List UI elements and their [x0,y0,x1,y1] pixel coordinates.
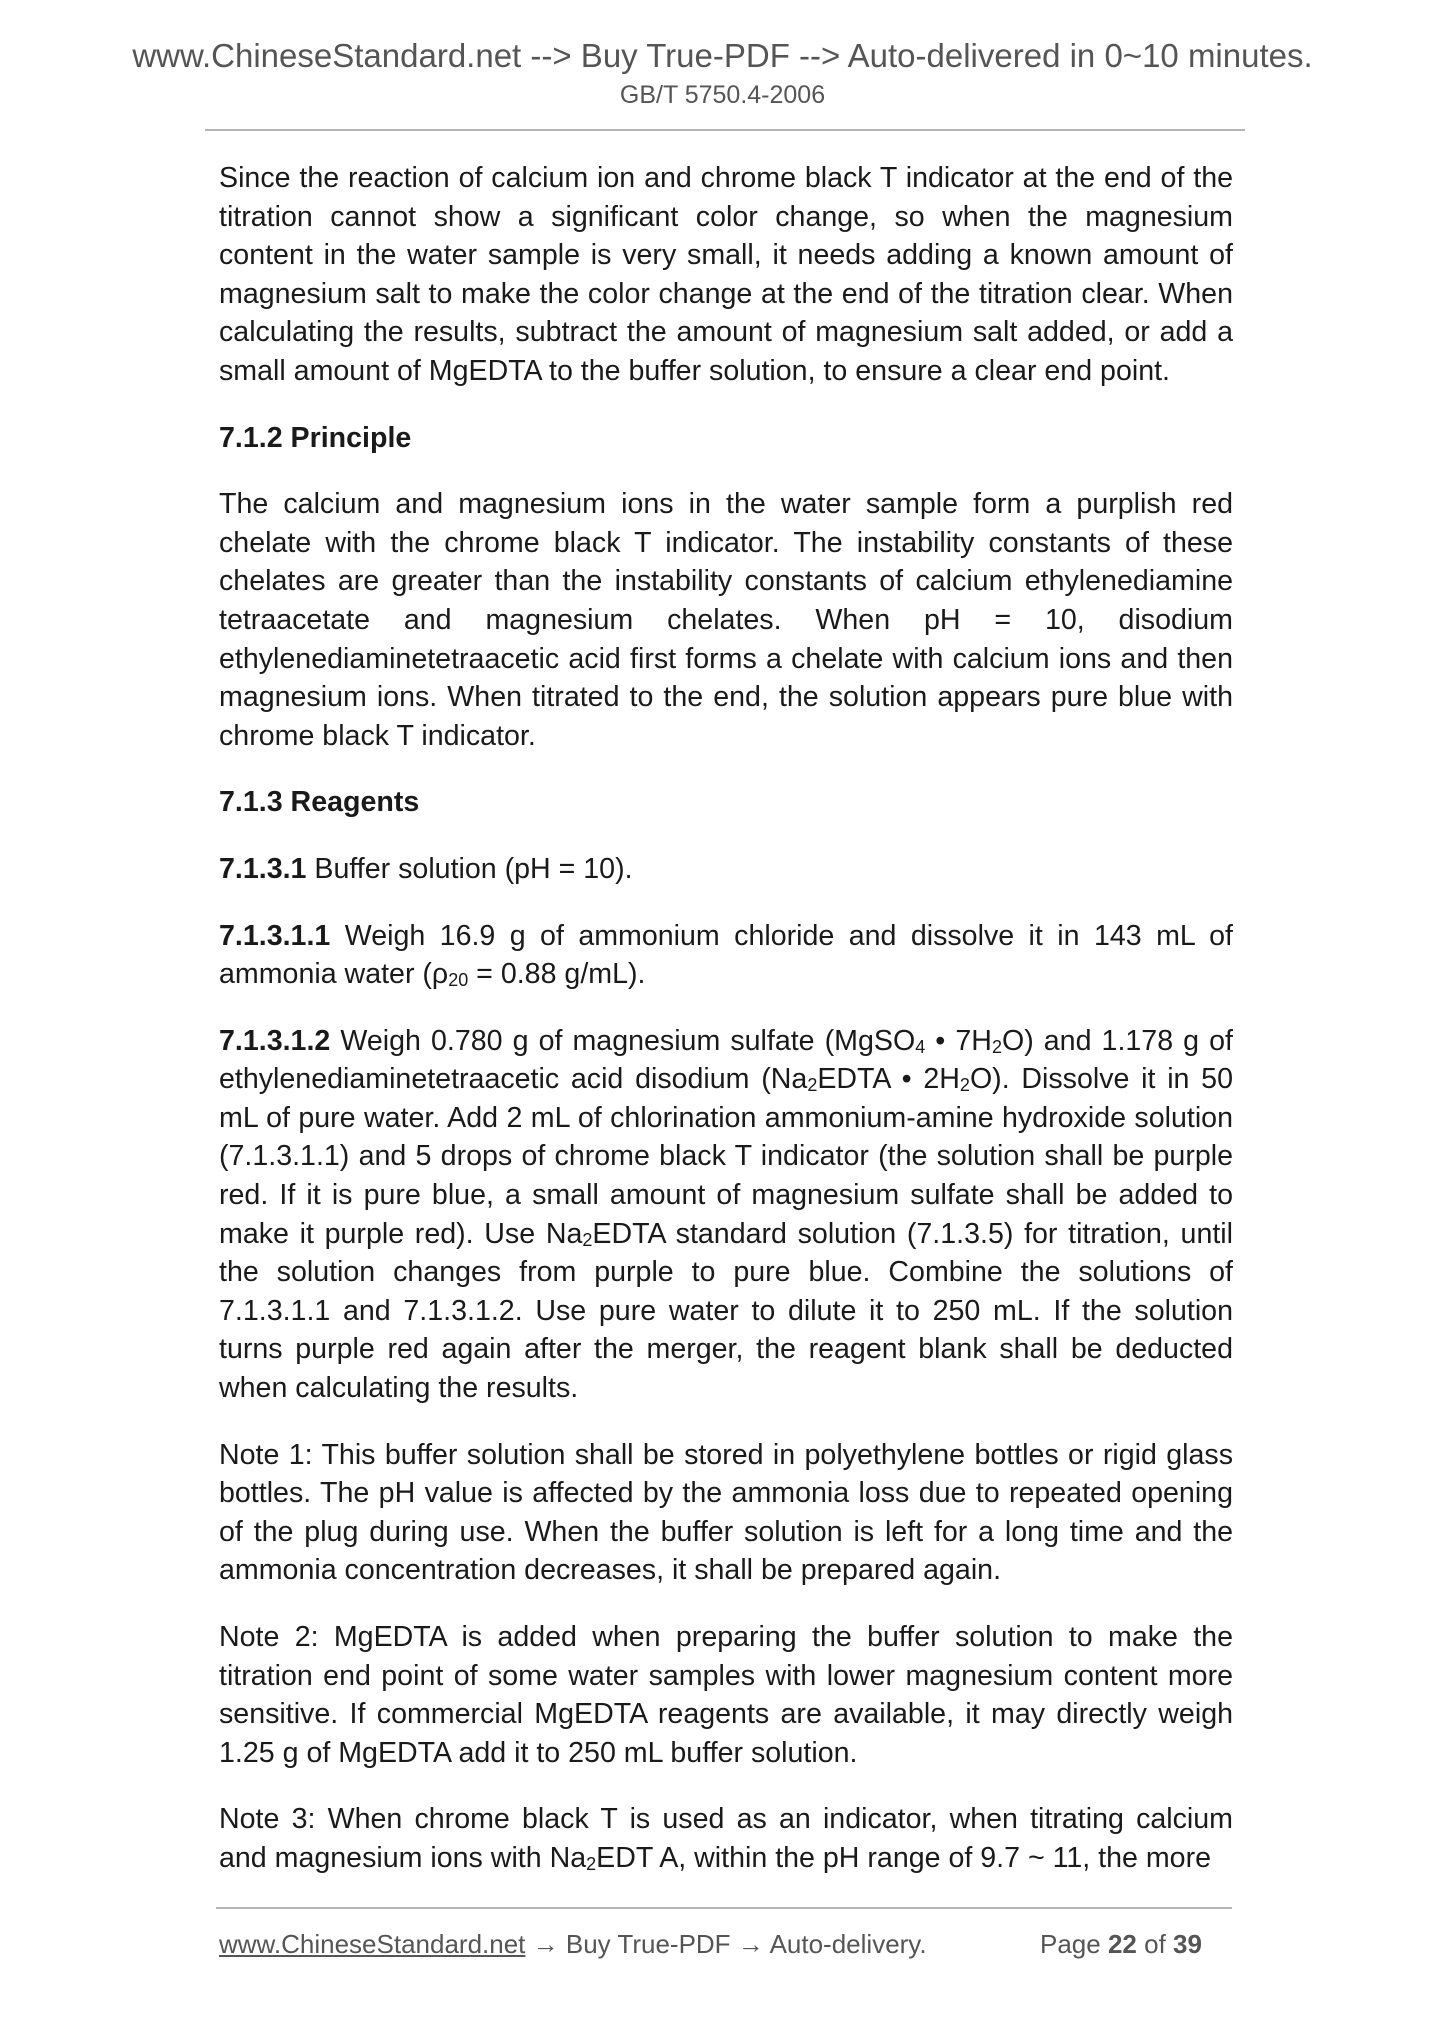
footer-tagline: → Buy True-PDF → Auto-delivery. [525,1929,927,1959]
clause-number: 7.1.3.1.1 [219,919,331,952]
of-label: of [1144,1929,1166,1959]
clause-number: 7.1.3.1.2 [219,1024,331,1057]
intro-paragraph: Since the reaction of calcium ion and chrome black T indicator at the end of the titration cannot show a significant color change, so when the magnesium content in the water sample is very small, it needs adding a known amount of magnesium salt to make the color change at the end of the titration clear. When calculating the results, subtract the amount of magnesium salt added, or add a small amount of MgEDTA to the buffer solution, to ensure a clear end point. [219,162,1233,387]
subscript: 2 [586,1853,597,1874]
footer-website-link[interactable]: www.ChineseStandard.net [219,1929,526,1959]
page-indicator [1040,1927,1202,1961]
note-3 [219,1800,1233,1877]
principle-paragraph: The calcium and magnesium ions in the water sample form a purplish red chelate with the chrome black T indicator. The instability constants of these chelates are greater than the instability constants of calcium ethylenediamine tetraacetate and magnesium chelates. When pH = 10, disodium ethylenediaminetetraacetic acid first forms a chelate with calcium ions and then magnesium ions. When titrated to the end, the solution appears pure blue with chrome black T indicator. [219,488,1233,752]
clause-text: Weigh 16.9 g of ammonium chloride and dissolve it in 143 mL of ammonia water (ρ [219,919,1233,991]
note-1: Note 1: This buffer solution shall be stored in polyethylene bottles or rigid glass bottles. The pH value is affected by the ammonia loss due to repeated opening of the plug during use. When the buffer solution is left for a long time and the ammonia concentration decreases, it shall be prepared again. [219,1438,1233,1587]
page-number: 22 [1107,1929,1137,1959]
clause-text: Buffer solution (pH = 10). [314,852,633,885]
footer-divider [216,1907,1232,1909]
header-banner: www.ChineseStandard.net --> Buy True-PDF --> Auto-delivered in 0~10 minutes. [132,37,1313,74]
footer-left [219,1927,927,1961]
header-divider [205,129,1245,131]
section-heading-reagents: 7.1.3 Reagents [219,786,420,819]
clause-7-1-3-1-1 [219,917,1233,994]
clause-text: EDTA standard solution (7.1.3.5) for titration, until the solution changes from purple to pure blue. Combine the solutions of 7.1.3.1.1 and 7.1.3.1.2. Use pure water to dilute it to 250 mL. If the solution turns purple red again after the merger, the reagent blank shall be deducted when calculating the results. [219,1217,1234,1405]
subscript: 2 [807,1075,818,1096]
subscript: 4 [915,1036,926,1057]
note-2: Note 2: MgEDTA is added when preparing the buffer solution to make the titration end point of some water samples with lower magnesium content more sensitive. If commercial MgEDTA reagents are available, it may directly weigh 1.25 g of MgEDTA add it to 250 mL buffer solution. [219,1621,1233,1769]
subscript: 20 [448,970,469,991]
clause-number: 7.1.3.1 [219,852,307,885]
subscript: 2 [582,1229,593,1250]
clause-text: = 0.88 g/mL). [468,958,646,991]
note-text: EDT A, within the pH range of 9.7 ~ 11, the more [596,1841,1212,1874]
clause-text: O). Dissolve it in 50 mL of pure water. Add 2 mL of chlorination ammonium-amine hydroxide solution (7.1.3.1.1) and 5 drops of chrome black T indicator (the solution shall be purple red. If it is pure blue, a small amount of magnesium sulfate shall be added to make it purple red). Use Na [219,1063,1233,1250]
clause-text: O) and 1.178 g of ethylenediaminetetraacetic acid disodium (Na [219,1024,1233,1096]
page-label: Page [1040,1929,1101,1959]
subscript: 2 [991,1036,1002,1057]
clause-text: Weigh 0.780 g of magnesium sulfate (MgSO [340,1024,916,1057]
clause-text: EDTA • 2H [817,1063,960,1096]
standard-number: GB/T 5750.4-2006 [619,81,826,109]
clause-7-1-3-1-2 [219,1022,1233,1408]
page-body [219,159,1233,1906]
clause-7-1-3-1 [219,850,1233,889]
note-text: Note 3: When chrome black T is used as an indicator, when titrating calcium and magnesium ions with Na [219,1803,1233,1874]
clause-text: • 7H [925,1024,992,1057]
subscript: 2 [959,1075,970,1096]
total-pages: 39 [1173,1929,1202,1959]
section-heading-principle: 7.1.2 Principle [219,421,412,454]
